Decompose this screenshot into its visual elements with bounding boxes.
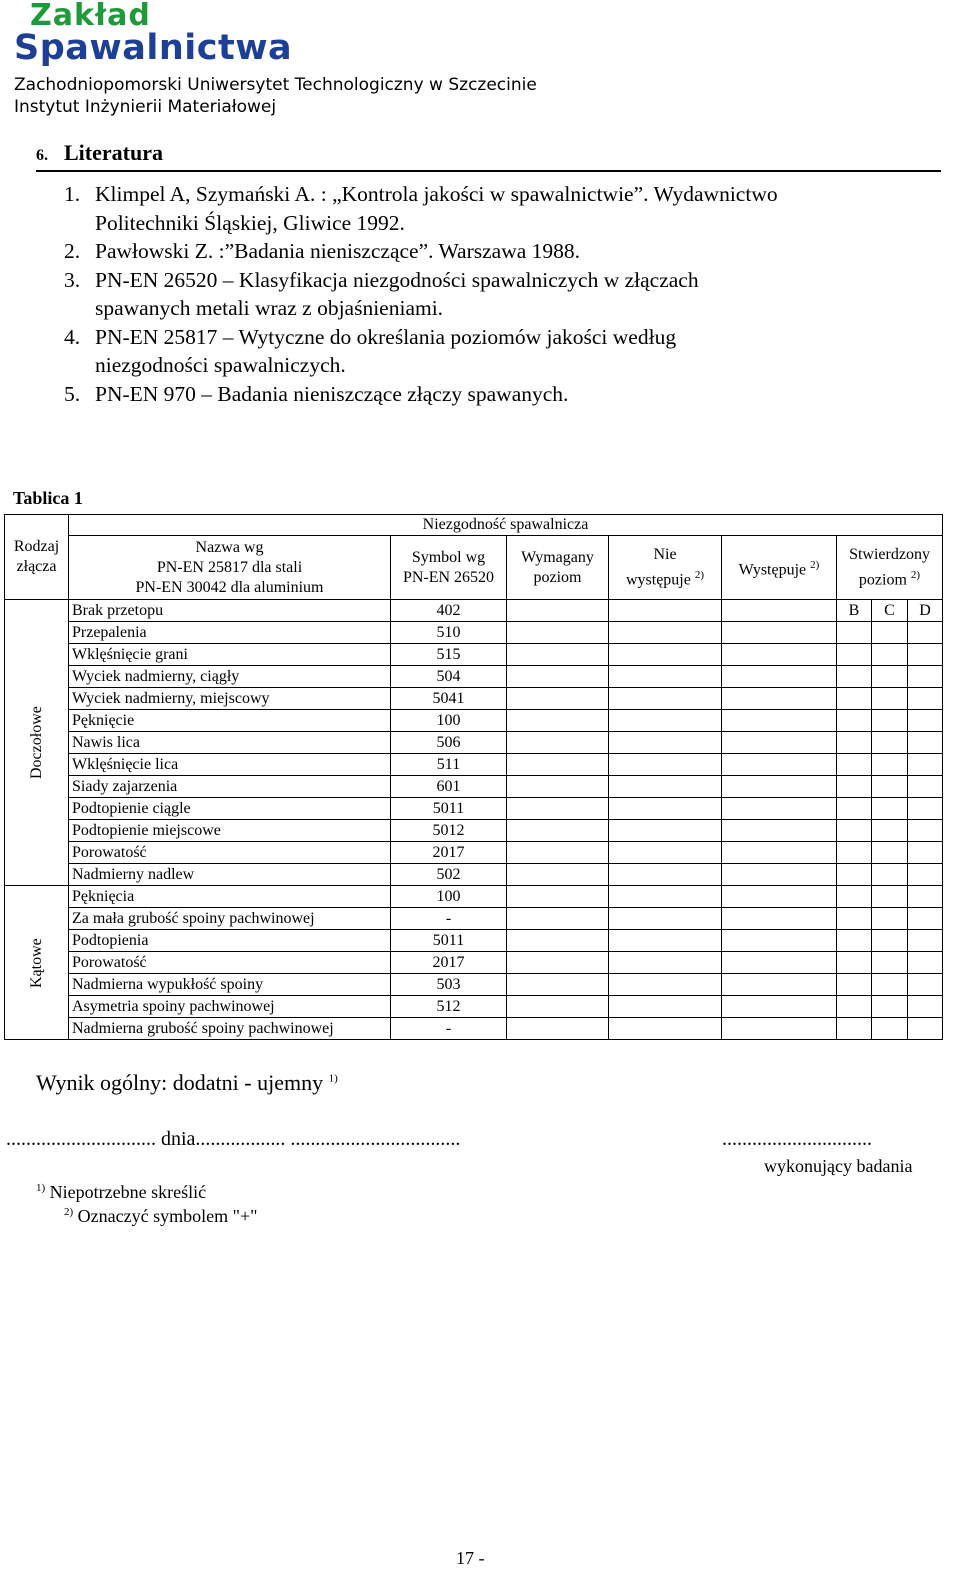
found-level-cell (837, 798, 872, 820)
table-row (5, 666, 943, 688)
required-level-cell (507, 798, 609, 820)
present-cell (722, 842, 837, 864)
header-symbol: Symbol wg PN-EN 26520 (391, 536, 507, 600)
nonconformity-name: Podtopienia (69, 930, 391, 952)
present-cell (722, 930, 837, 952)
table-row (5, 820, 943, 842)
present-cell (722, 754, 837, 776)
found-level-cell (908, 930, 943, 952)
found-level-cell (837, 842, 872, 864)
not-present-cell (609, 974, 722, 996)
university-name: Zachodniopomorski Uniwersytet Technologiczny w Szczecinie (14, 75, 537, 95)
present-cell (722, 776, 837, 798)
table-row (5, 710, 943, 732)
not-present-cell (609, 864, 722, 886)
table-row (5, 754, 943, 776)
nonconformity-symbol: 5012 (391, 820, 507, 842)
table-title: Tablica 1 (13, 488, 83, 508)
not-present-cell (609, 842, 722, 864)
footnote-1: $^{1)}$ Niepotrzebne skreślić (36, 1182, 207, 1202)
nonconformity-symbol: 512 (391, 996, 507, 1018)
table-row (5, 930, 943, 952)
reference-item (64, 237, 795, 266)
table-row (5, 974, 943, 996)
date-signature-line: .............................. dnia.................. .................................. (6, 1128, 461, 1150)
page-number: 17 - (456, 1548, 485, 1568)
found-level-cell (837, 710, 872, 732)
header-group: Niezgodność spawalnicza (69, 515, 943, 536)
found-level-cell (872, 1018, 908, 1040)
table-row (5, 1018, 943, 1040)
nonconformity-name: Brak przetopu (69, 600, 391, 622)
nonconformity-symbol: 2017 (391, 842, 507, 864)
found-level-cell (908, 798, 943, 820)
reference-item (64, 266, 795, 323)
reference-number: 5. (64, 381, 81, 406)
required-level-cell (507, 644, 609, 666)
found-level-cell (908, 666, 943, 688)
found-level-cell (837, 930, 872, 952)
table-row (5, 600, 943, 622)
not-present-cell (609, 1018, 722, 1040)
section-heading (36, 140, 941, 172)
found-level-cell (872, 842, 908, 864)
required-level-cell (507, 820, 609, 842)
required-level-cell (507, 732, 609, 754)
required-level-cell (507, 996, 609, 1018)
found-level-cell (837, 996, 872, 1018)
found-level-cell (837, 974, 872, 996)
required-level-cell (507, 622, 609, 644)
nonconformity-name: Podtopienie miejscowe (69, 820, 391, 842)
not-present-cell (609, 600, 722, 622)
found-level-cell (908, 776, 943, 798)
table-row (5, 886, 943, 908)
header-name: Nazwa wg PN-EN 25817 dla stali PN-EN 30042 dla aluminium (69, 536, 391, 600)
found-level-cell (872, 754, 908, 776)
found-level-cell (837, 644, 872, 666)
inspector-label: wykonujący badania (764, 1156, 913, 1176)
table-row (5, 952, 943, 974)
found-level-cell (837, 864, 872, 886)
found-level-cell (837, 1018, 872, 1040)
found-level-cell (872, 952, 908, 974)
nonconformity-symbol: 5011 (391, 930, 507, 952)
found-level-cell (837, 754, 872, 776)
found-level-cell (908, 886, 943, 908)
not-present-cell (609, 688, 722, 710)
nonconformity-name: Wklęśnięcie grani (69, 644, 391, 666)
nonconformity-name: Podtopienie ciągle (69, 798, 391, 820)
found-level-cell (872, 666, 908, 688)
nonconformity-name: Wyciek nadmierny, ciągły (69, 666, 391, 688)
found-level-cell (872, 732, 908, 754)
not-present-cell (609, 754, 722, 776)
nonconformity-name: Pęknięcia (69, 886, 391, 908)
not-present-cell (609, 820, 722, 842)
header-not-present: Nie występuje $^{2)}$ (609, 536, 722, 600)
found-level-cell (872, 688, 908, 710)
found-level-cell (908, 644, 943, 666)
nonconformity-symbol: 100 (391, 886, 507, 908)
inspection-table (4, 514, 943, 1040)
nonconformity-name: Wklęśnięcie lica (69, 754, 391, 776)
table-row (5, 842, 943, 864)
section-number: 6. (36, 147, 48, 164)
present-cell (722, 666, 837, 688)
header-joint-type: Rodzaj złącza (5, 515, 69, 600)
nonconformity-name: Siady zajarzenia (69, 776, 391, 798)
reference-number: 3. (64, 267, 81, 292)
present-cell (722, 644, 837, 666)
required-level-cell (507, 710, 609, 732)
present-cell (722, 886, 837, 908)
nonconformity-name: Nadmierny nadlew (69, 864, 391, 886)
found-level-cell (872, 908, 908, 930)
nonconformity-symbol: 100 (391, 710, 507, 732)
found-level-cell (837, 820, 872, 842)
group-fillet-joints: Kątowe (5, 886, 69, 1040)
not-present-cell (609, 710, 722, 732)
nonconformity-symbol: 5011 (391, 798, 507, 820)
found-level-cell (872, 820, 908, 842)
present-cell (722, 864, 837, 886)
section-title: Literatura (64, 140, 163, 165)
header-found-level: Stwierdzony poziom $^{2)}$ (837, 536, 943, 600)
nonconformity-symbol: 2017 (391, 952, 507, 974)
reference-text: PN-EN 25817 – Wytyczne do określania poziomów jakości według niezgodności spawalniczych. (95, 324, 677, 377)
required-level-cell (507, 1018, 609, 1040)
nonconformity-name: Wyciek nadmierny, miejscowy (69, 688, 391, 710)
reference-number: 2. (64, 239, 81, 263)
found-level-cell (872, 996, 908, 1018)
found-level-cell (908, 996, 943, 1018)
reference-number: 4. (64, 324, 81, 349)
reference-number: 1. (64, 182, 81, 206)
table-row (5, 644, 943, 666)
nonconformity-name: Asymetria spoiny pachwinowej (69, 996, 391, 1018)
table-row (5, 908, 943, 930)
nonconformity-symbol: - (391, 908, 507, 930)
nonconformity-symbol: - (391, 1018, 507, 1040)
found-level-cell (872, 974, 908, 996)
nonconformity-symbol: 511 (391, 754, 507, 776)
present-cell (722, 1018, 837, 1040)
reference-text: Klimpel A, Szymański A. : „Kontrola jakości w spawalnictwie”. Wydawnictwo Politechniki Śląskiej, Gliwice 1992. (95, 182, 778, 235)
present-cell (722, 952, 837, 974)
found-level-cell (908, 622, 943, 644)
reference-item (64, 323, 795, 380)
found-level-cell (908, 864, 943, 886)
found-level-cell (837, 908, 872, 930)
nonconformity-name: Za mała grubość spoiny pachwinowej (69, 908, 391, 930)
overall-result: Wynik ogólny: dodatni - ujemny $^{1)}$ (36, 1070, 338, 1095)
found-level-cell (872, 864, 908, 886)
required-level-cell (507, 754, 609, 776)
present-cell (722, 798, 837, 820)
found-level-cell (908, 820, 943, 842)
institute-name: Instytut Inżynierii Materiałowej (14, 97, 277, 117)
present-cell (722, 996, 837, 1018)
not-present-cell (609, 930, 722, 952)
present-cell (722, 600, 837, 622)
present-cell (722, 820, 837, 842)
not-present-cell (609, 776, 722, 798)
not-present-cell (609, 644, 722, 666)
reference-item (64, 180, 795, 237)
reference-list (64, 180, 795, 408)
found-level-cell (837, 666, 872, 688)
present-cell (722, 974, 837, 996)
found-level-cell (872, 886, 908, 908)
required-level-cell (507, 974, 609, 996)
table-row (5, 864, 943, 886)
inspector-signature-line: .............................. (722, 1128, 872, 1150)
present-cell (722, 732, 837, 754)
table-row (5, 688, 943, 710)
required-level-cell (507, 688, 609, 710)
nonconformity-symbol: 510 (391, 622, 507, 644)
found-level-cell (908, 754, 943, 776)
logo-line-1: Zakład (30, 0, 151, 33)
level-label: B (837, 600, 872, 622)
found-level-cell (908, 1018, 943, 1040)
not-present-cell (609, 952, 722, 974)
required-level-cell (507, 930, 609, 952)
table-row (5, 996, 943, 1018)
group-butt-joints: Doczołowe (5, 600, 69, 886)
logo-line-2: Spawalnictwa (14, 28, 293, 68)
found-level-cell (872, 644, 908, 666)
found-level-cell (837, 952, 872, 974)
nonconformity-symbol: 601 (391, 776, 507, 798)
found-level-cell (837, 886, 872, 908)
nonconformity-name: Porowatość (69, 842, 391, 864)
required-level-cell (507, 952, 609, 974)
nonconformity-symbol: 502 (391, 864, 507, 886)
present-cell (722, 908, 837, 930)
required-level-cell (507, 864, 609, 886)
nonconformity-symbol: 503 (391, 974, 507, 996)
required-level-cell (507, 666, 609, 688)
found-level-cell (837, 622, 872, 644)
required-level-cell (507, 776, 609, 798)
found-level-cell (872, 776, 908, 798)
footnote-2: $^{2)}$ Oznaczyć symbolem "+" (64, 1206, 258, 1226)
found-level-cell (837, 688, 872, 710)
not-present-cell (609, 622, 722, 644)
present-cell (722, 710, 837, 732)
found-level-cell (908, 688, 943, 710)
not-present-cell (609, 908, 722, 930)
found-level-cell (872, 798, 908, 820)
reference-text: PN-EN 970 – Badania nieniszczące złączy spawanych. (95, 381, 569, 406)
found-level-cell (872, 622, 908, 644)
required-level-cell (507, 600, 609, 622)
nonconformity-symbol: 402 (391, 600, 507, 622)
reference-text: Pawłowski Z. :”Badania nieniszczące”. Warszawa 1988. (95, 239, 581, 263)
table-row (5, 798, 943, 820)
not-present-cell (609, 996, 722, 1018)
nonconformity-name: Pęknięcie (69, 710, 391, 732)
nonconformity-symbol: 506 (391, 732, 507, 754)
table-row (5, 622, 943, 644)
found-level-cell (908, 710, 943, 732)
found-level-cell (908, 842, 943, 864)
table-row (5, 776, 943, 798)
level-label: C (872, 600, 908, 622)
reference-item (64, 380, 795, 409)
nonconformity-name: Nadmierna wypukłość spoiny (69, 974, 391, 996)
required-level-cell (507, 886, 609, 908)
table-row (5, 732, 943, 754)
found-level-cell (837, 732, 872, 754)
nonconformity-name: Nawis lica (69, 732, 391, 754)
nonconformity-symbol: 504 (391, 666, 507, 688)
found-level-cell (872, 930, 908, 952)
not-present-cell (609, 666, 722, 688)
found-level-cell (908, 908, 943, 930)
present-cell (722, 622, 837, 644)
not-present-cell (609, 886, 722, 908)
header-required-level: Wymagany poziom (507, 536, 609, 600)
found-level-cell (908, 974, 943, 996)
nonconformity-name: Porowatość (69, 952, 391, 974)
reference-text: PN-EN 26520 – Klasyfikacja niezgodności spawalniczych w złączach spawanych metali wraz z objaśnieniami. (95, 267, 699, 320)
nonconformity-symbol: 5041 (391, 688, 507, 710)
present-cell (722, 688, 837, 710)
level-label: D (908, 600, 943, 622)
nonconformity-name: Nadmierna grubość spoiny pachwinowej (69, 1018, 391, 1040)
found-level-cell (872, 710, 908, 732)
found-level-cell (908, 732, 943, 754)
header-present: Występuje $^{2)}$ (722, 536, 837, 600)
nonconformity-name: Przepalenia (69, 622, 391, 644)
nonconformity-symbol: 515 (391, 644, 507, 666)
required-level-cell (507, 842, 609, 864)
not-present-cell (609, 798, 722, 820)
not-present-cell (609, 732, 722, 754)
found-level-cell (837, 776, 872, 798)
required-level-cell (507, 908, 609, 930)
found-level-cell (908, 952, 943, 974)
